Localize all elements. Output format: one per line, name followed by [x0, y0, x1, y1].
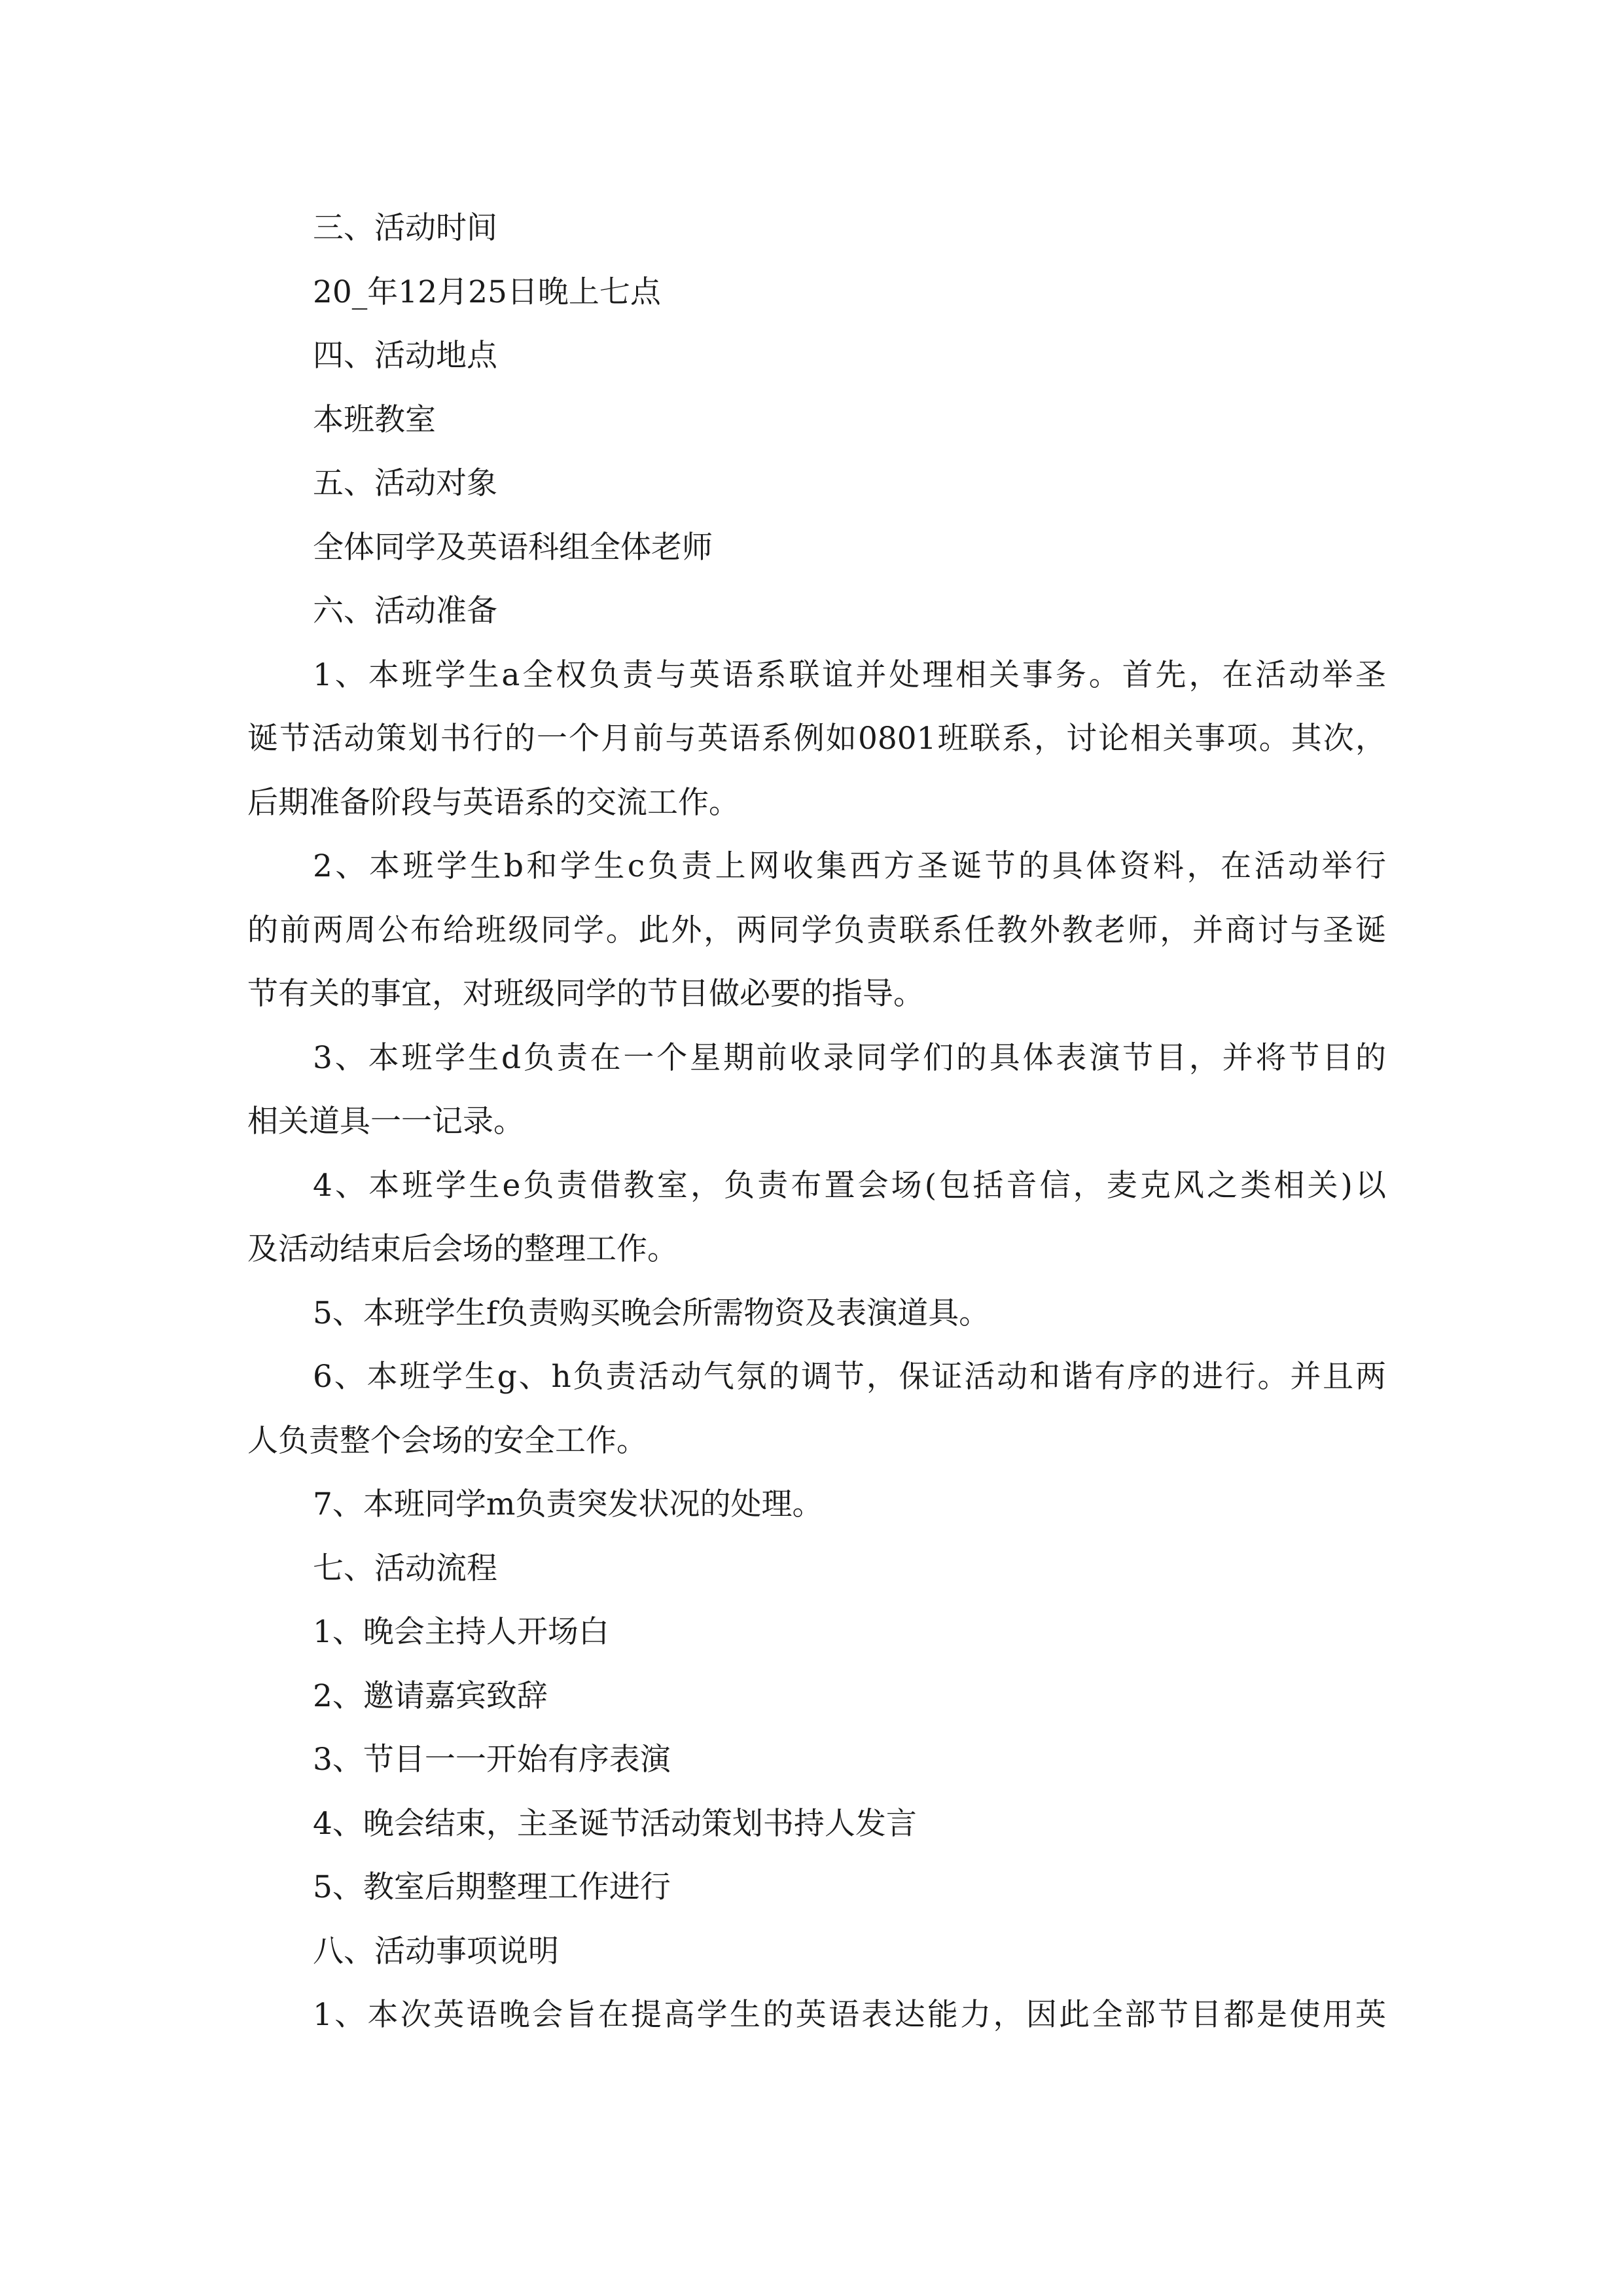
- document-body: [247, 196, 1386, 2047]
- text-line: 7、本班同学m负责突发状况的处理。: [313, 1486, 823, 1522]
- text-line: 节有关的事宜，对班级同学的节目做必要的指导。: [247, 976, 924, 1012]
- text-line: 1、本班学生a全权负责与英语系联谊并处理相关事务。首先，在活动举圣: [313, 656, 1386, 693]
- text-line: 五、活动对象: [313, 465, 497, 501]
- text-line: 3、本班学生d负责在一个星期前收录同学们的具体表演节目，并将节目的: [313, 1039, 1386, 1076]
- text-line: 四、活动地点: [313, 338, 497, 374]
- text-line: 的前两周公布给班级同学。此外，两同学负责联系任教外教老师，并商讨与圣诞: [247, 912, 1386, 948]
- text-line: 20_年12月25日晚上七点: [313, 274, 661, 310]
- text-line: 5、本班学生f负责购买晚会所需物资及表演道具。: [313, 1295, 990, 1331]
- text-line: 七、活动流程: [313, 1550, 497, 1587]
- text-line: 1、本次英语晚会旨在提高学生的英语表达能力，因此全部节目都是使用英: [313, 1997, 1386, 2033]
- text-line: 2、邀请嘉宾致辞: [313, 1677, 548, 1714]
- text-line: 本班教室: [313, 401, 436, 438]
- text-line: 4、晚会结束，主圣诞节活动策划书持人发言: [313, 1805, 917, 1842]
- text-line: 后期准备阶段与英语系的交流工作。: [247, 784, 740, 821]
- text-line: 及活动结束后会场的整理工作。: [247, 1231, 678, 1267]
- text-line: 人负责整个会场的安全工作。: [247, 1422, 647, 1459]
- text-line: 六、活动准备: [313, 593, 497, 629]
- text-line: 3、节目一一开始有序表演: [313, 1742, 671, 1778]
- text-line: 三、活动时间: [313, 210, 497, 246]
- text-line: 5、教室后期整理工作进行: [313, 1869, 671, 1905]
- text-line: 全体同学及英语科组全体老师: [313, 529, 713, 565]
- text-line: 相关道具一一记录。: [247, 1103, 524, 1139]
- text-line: 2、本班学生b和学生c负责上网收集西方圣诞节的具体资料，在活动举行: [313, 848, 1386, 884]
- text-line: 八、活动事项说明: [313, 1933, 559, 1969]
- text-line: 6、本班学生g、h负责活动气氛的调节，保证活动和谐有序的进行。并且两: [313, 1359, 1386, 1395]
- text-line: 4、本班学生e负责借教室，负责布置会场(包括音信，麦克风之类相关)以: [313, 1167, 1386, 1204]
- text-line: 1、晚会主持人开场白: [313, 1614, 609, 1650]
- text-line: 诞节活动策划书行的一个月前与英语系例如0801班联系，讨论相关事项。其次，: [247, 721, 1386, 757]
